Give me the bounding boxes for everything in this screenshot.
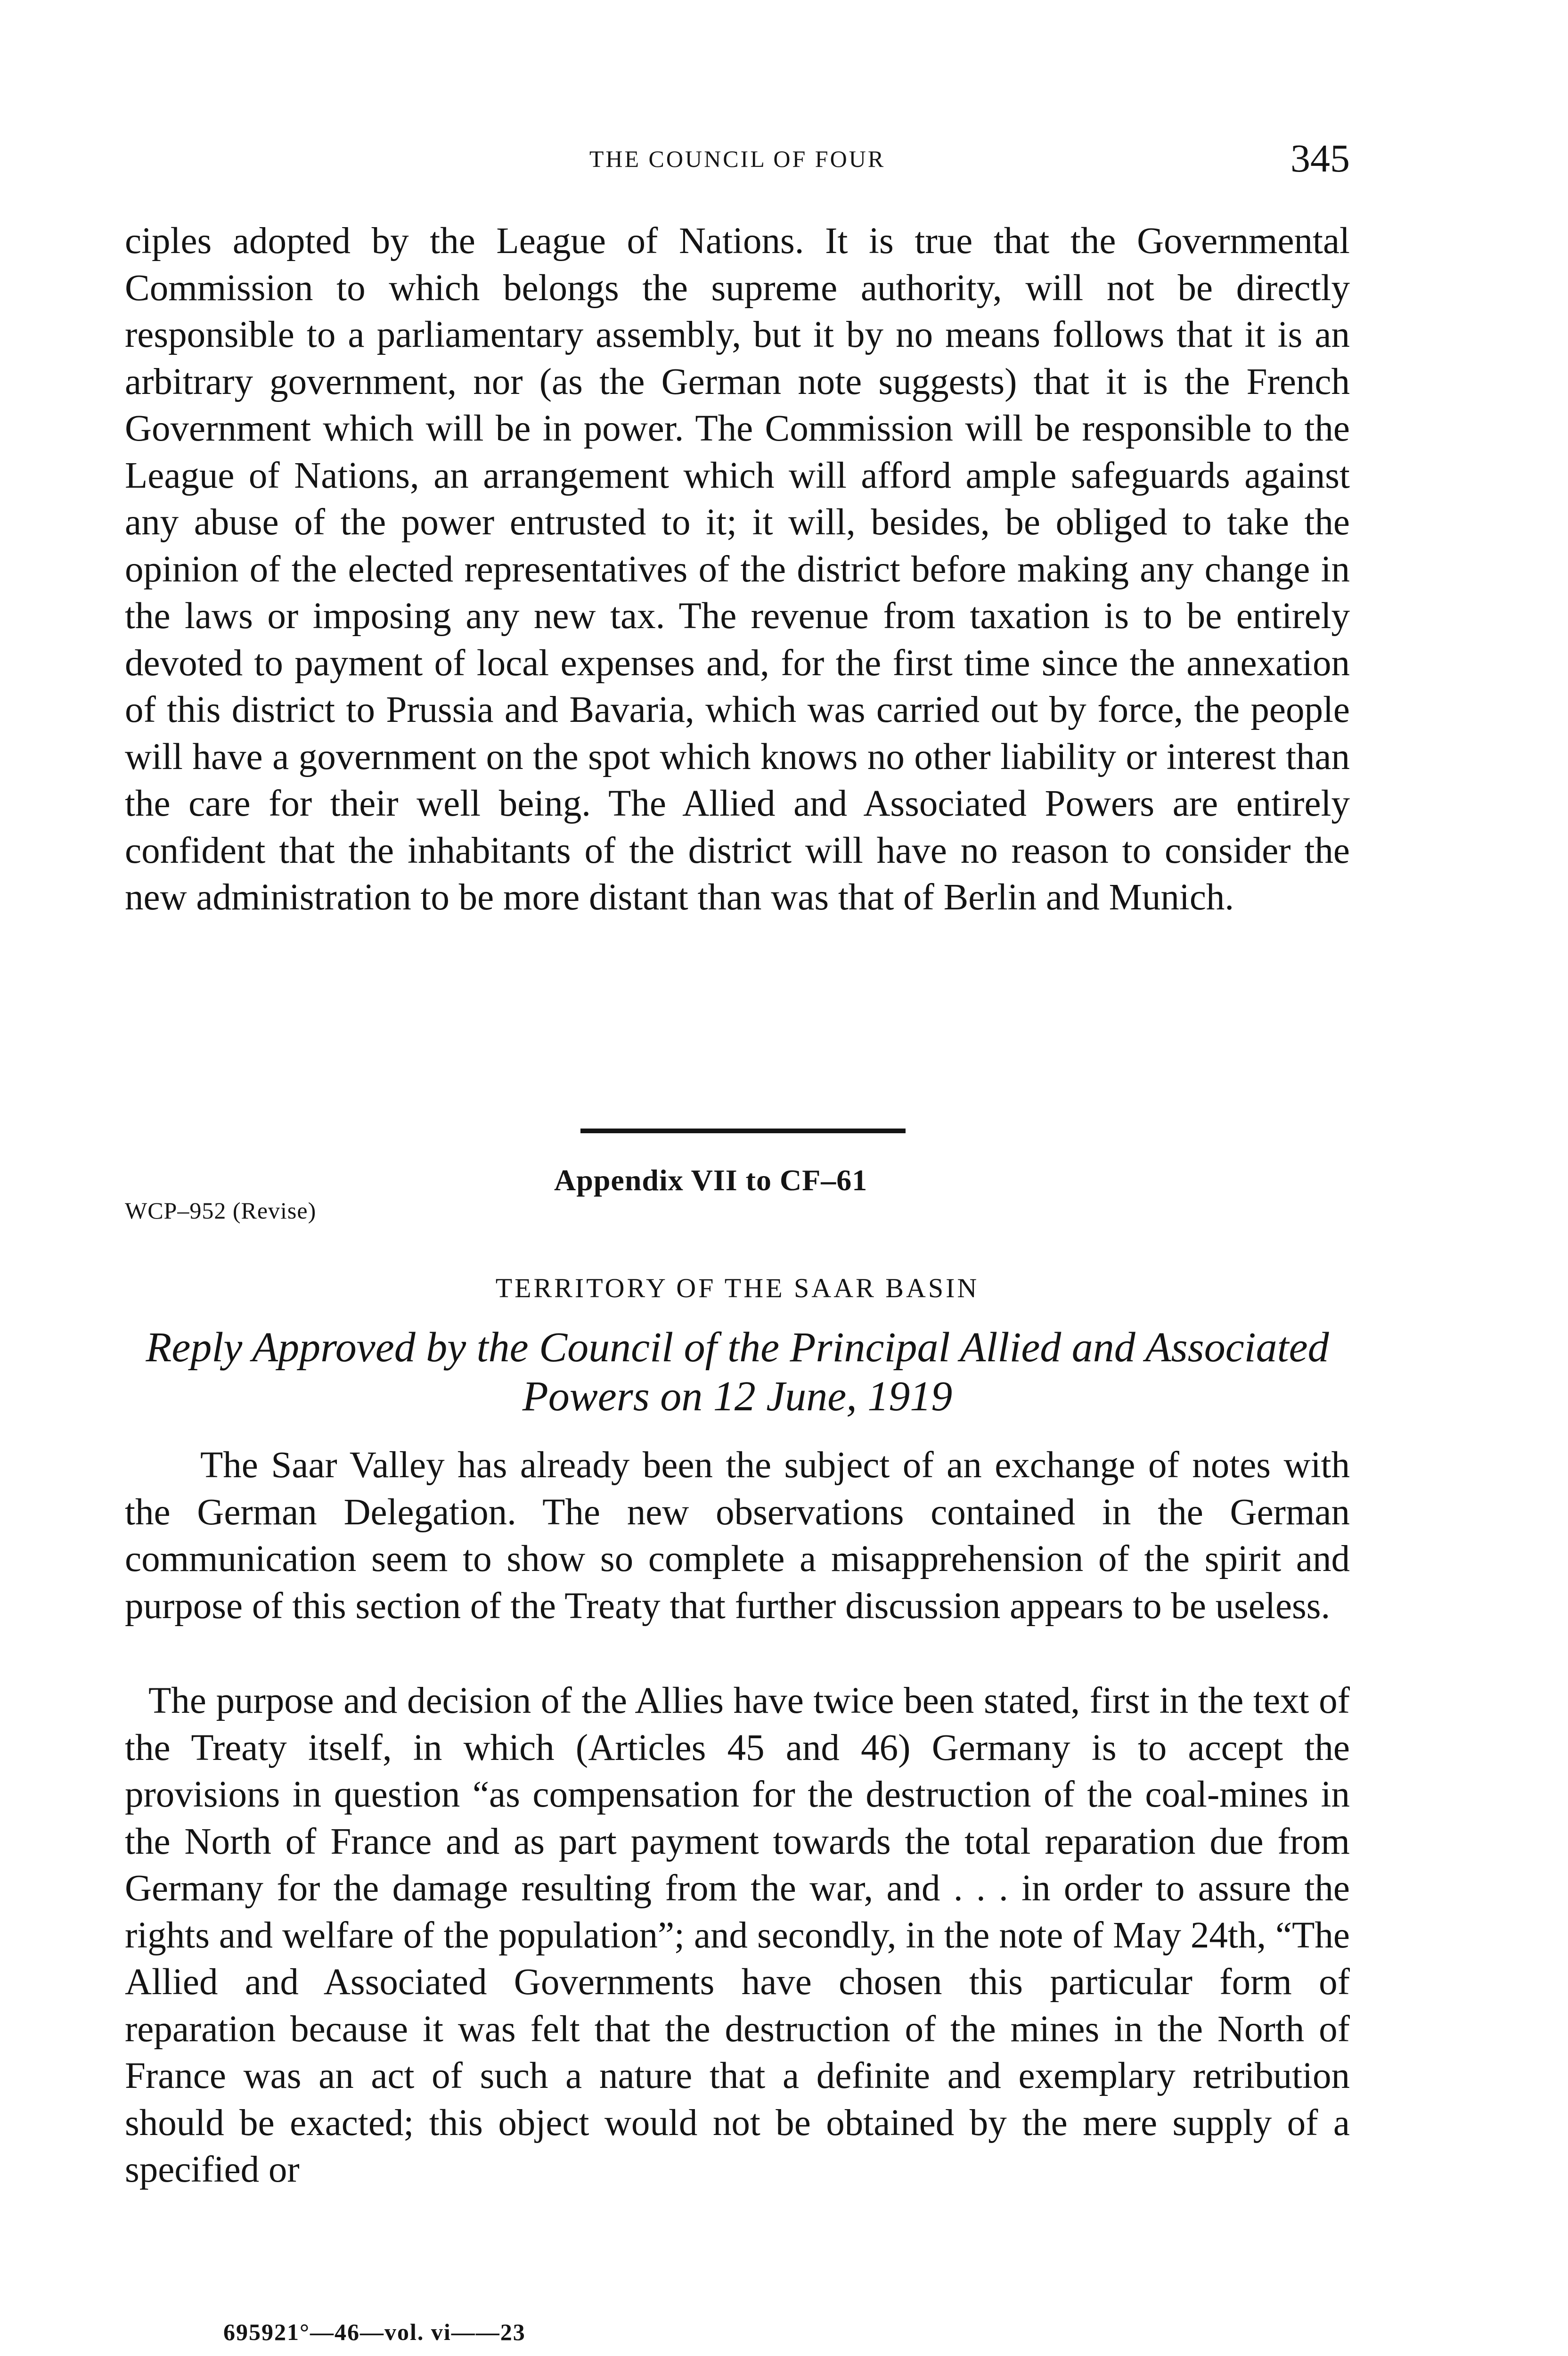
page-number: 345 [1290,137,1350,180]
body-paragraph-1: ciples adopted by the League of Nations. It is true that the Governmental Commission to which belongs the supreme authority, will not be directly responsible to a parliamentary assembly, but it by no means follows that it is an arbitrary government, nor (as the German note suggests) that it is the French Government which will be in power. The Commission will be responsible to the League of Nations, an arrangement which will afford ample safeguards against any abuse of the power entrusted to it; it will, besides, be obliged to take the opinion of the elected representatives of the district before making any change in the laws or imposing any new tax. The revenue from taxation is to be entirely devoted to payment of local expenses and, for the first time since the annexation of this district to Prussia and Bavaria, which was carried out by force, the people will have a government on the spot which knows no other liability or interest than the care for their well being. The Allied and Associated Powers are entirely confident that the inhabitants of the district will have no reason to consider the new administration to be more distant than was that of Berlin and Munich. [125,221,1350,918]
printer-footer-code: 695921°—46—vol. vi——23 [223,2319,526,2345]
reply-subtitle-line-1: Reply Approved by the Council of the Principal Allied and Associated [146,1324,1329,1371]
reply-subtitle-line-2: Powers on 12 June, 1919 [522,1373,953,1420]
section-divider-rule [580,1129,906,1133]
body-paragraph-2: The Saar Valley has already been the subject of an exchange of notes with the German Delegation. The new observations contained in the German communication seem to show so complete a misapprehension of the spirit and purpose of this section of the Treaty that further discussion appears to be useless. [125,1445,1350,1627]
running-title: THE COUNCIL OF FOUR [589,146,886,172]
body-paragraph-3: The purpose and decision of the Allies have twice been stated, first in the text of the Treaty itself, in which (Articles 45 and 46) Germany is to accept the provisions in question “as compensation for the destruction of the coal-mines in the North of France and as part payment towards the total reparation due from Germany for the damage resulting from the war, and . . . in order to assure the rights and welfare of the population”; and secondly, in the note of May 24th, “The Allied and Associated Governments have chosen this particular form of reparation because it was felt that the destruction of the mines in the North of France was an act of such a nature that a definite and exemplary retribution should be exacted; this object would not be obtained by the mere supply of a specified or [125,1680,1350,2190]
running-header [125,137,1350,188]
reply-subtitle [125,1323,1350,1421]
appendix-title: Appendix VII to CF–61 [554,1163,868,1197]
section-heading: TERRITORY OF THE SAAR BASIN [495,1273,980,1303]
document-code: WCP–952 (Revise) [125,1197,317,1224]
